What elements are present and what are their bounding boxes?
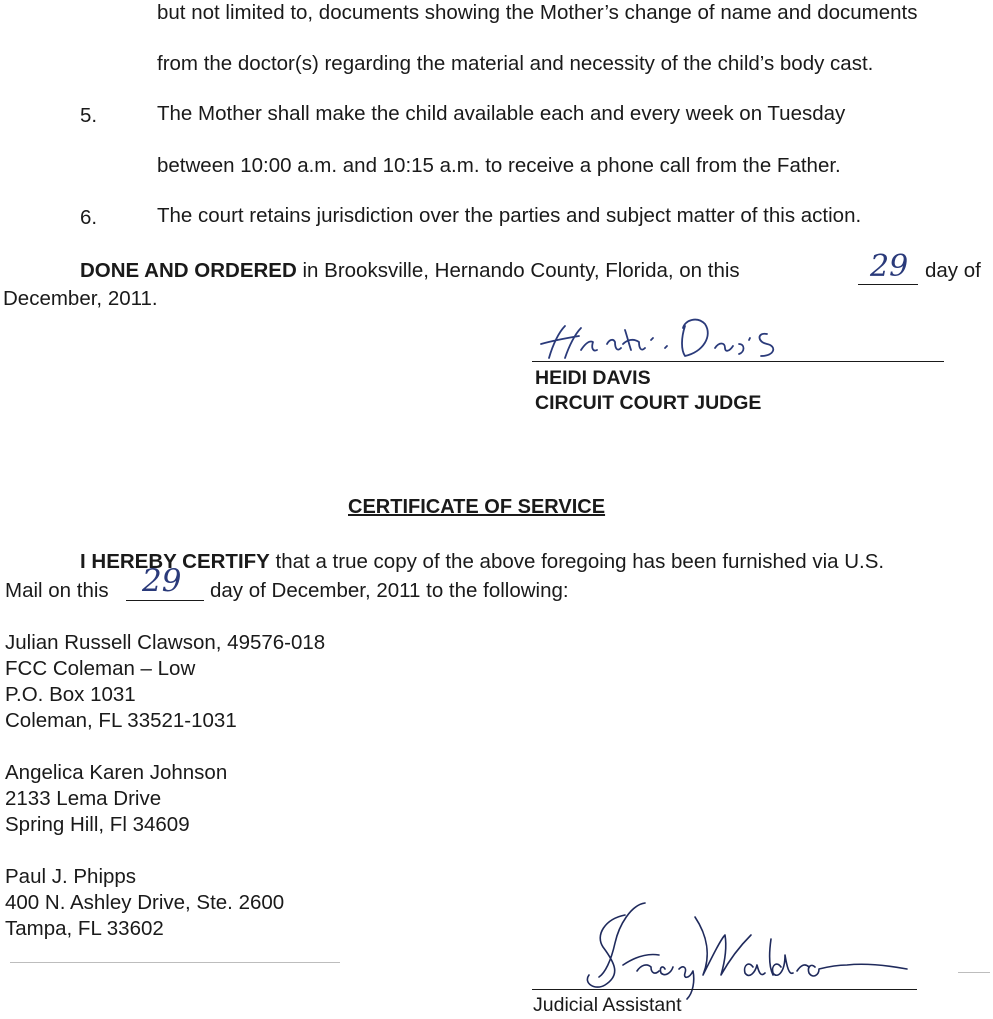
- judge-signature-line: [532, 361, 944, 362]
- certificate-line-1: [80, 552, 884, 573]
- certificate-day-blank: [126, 600, 204, 601]
- certificate-lead: I HEREBY CERTIFY: [80, 550, 270, 573]
- certificate-mail-suffix: day of December, 2011 to the following:: [210, 579, 569, 602]
- ordered-day-blank: [858, 284, 918, 285]
- recipient-1-line-2: FCC Coleman – Low: [5, 657, 196, 680]
- ordered-day-of: day of: [925, 259, 981, 282]
- certificate-mail-prefix: Mail on this: [5, 579, 109, 602]
- certificate-day-handwritten: 29: [142, 563, 182, 599]
- judge-signature: [535, 300, 795, 370]
- ordered-line-2: December, 2011.: [3, 287, 158, 310]
- recipient-1-line-4: Coleman, FL 33521-1031: [5, 709, 237, 732]
- recipient-1-line-3: P.O. Box 1031: [5, 683, 136, 706]
- assistant-title: Judicial Assistant: [533, 994, 682, 1016]
- judge-name: HEIDI DAVIS: [535, 367, 651, 389]
- assistant-signature-line: [532, 989, 917, 990]
- recipient-1-name: Julian Russell Clawson, 49576-018: [5, 631, 326, 654]
- item-6-line-1: The court retains jurisdiction over the parties and subject matter of this action.: [157, 204, 862, 227]
- item-5-line-1: The Mother shall make the child available each and every week on Tuesday: [157, 102, 846, 125]
- continuation-line-1: but not limited to, documents showing the Mother’s change of name and documents: [157, 1, 918, 24]
- scan-artifact-dash: [958, 972, 990, 973]
- ordered-lead: DONE AND ORDERED: [80, 259, 297, 282]
- continuation-line-2: from the doctor(s) regarding the material and necessity of the child’s body cast.: [157, 52, 874, 75]
- item-number-5: 5.: [80, 104, 98, 127]
- item-number-6: 6.: [80, 206, 98, 229]
- recipient-2-line-2: 2133 Lema Drive: [5, 787, 162, 810]
- recipient-2-name: Angelica Karen Johnson: [5, 761, 228, 784]
- recipient-2-line-3: Spring Hill, Fl 34609: [5, 813, 190, 836]
- ordered-line-1: [80, 261, 740, 282]
- scan-artifact-line: [10, 962, 340, 963]
- item-5-line-2: between 10:00 a.m. and 10:15 a.m. to receive a phone call from the Father.: [157, 154, 841, 177]
- ordered-day-handwritten: 29: [870, 249, 909, 284]
- judge-title: CIRCUIT COURT JUDGE: [535, 392, 762, 414]
- recipient-3-line-2: 400 N. Ashley Drive, Ste. 2600: [5, 891, 285, 914]
- certificate-heading: CERTIFICATE OF SERVICE: [348, 496, 606, 518]
- certificate-text: that a true copy of the above foregoing has been furnished via U.S.: [269, 550, 885, 573]
- ordered-text: in Brooksville, Hernando County, Florida, on this: [296, 259, 740, 282]
- recipient-3-line-3: Tampa, FL 33602: [5, 917, 164, 940]
- recipient-3-name: Paul J. Phipps: [5, 865, 137, 888]
